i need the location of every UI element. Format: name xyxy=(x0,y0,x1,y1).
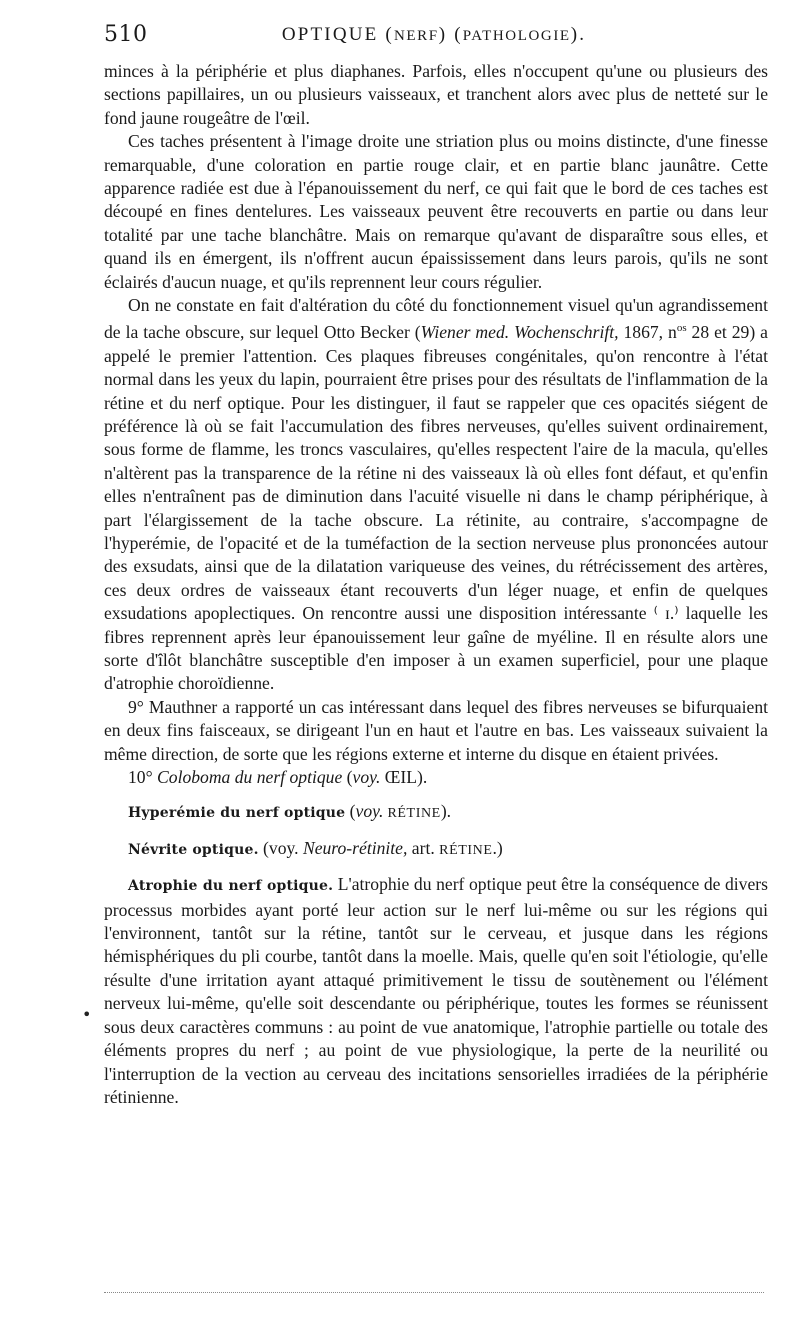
p5-voy: voy. xyxy=(352,767,381,788)
e2-text-a: (voy. xyxy=(258,837,303,858)
entry-nevrite-heading: Névrite optique. xyxy=(128,841,259,858)
p3-reference: Wiener med. Wochenschrift, xyxy=(420,322,619,343)
entry-atrophie-text: L'atrophie du nerf optique peut être la conséquence de divers processus morbides ayant porté leur action sur le nerf lui-même ou sur les régions qui l'environnent, tantôt sur la rétine, tantôt sur le cerveau, et jusque dans les régions hémisphériques du pli courbe, tantôt dans la moelle. Mais, quelle qu'en soit l'étiologie, qu'elle résulte d'une irritation ayant attaqué primitivement le tissu de soutènement ou l'élément nerveux lui-même, qu'elle soit descendante ou périphérique, toutes les formes se réunissent sous deux caractères communs : au point de vue anatomique, l'atrophie partielle ou totale des éléments propres du nerf ; au point de vue physiologique, la perte de la neurilité ou l'interruption de la vection au cerveau des incitations sensorielles irradiées de la périphérie rétinienne. xyxy=(104,874,768,1107)
title-main: OPTIQUE ( xyxy=(281,24,394,45)
p5-number: 10° xyxy=(128,767,158,788)
e2-text-b: art. xyxy=(407,837,440,858)
title-end: ). xyxy=(570,24,587,45)
e2-ref: RÉTINE xyxy=(439,842,493,858)
p3-superscript: os xyxy=(676,322,687,335)
e2-italic: Neuro-rétinite, xyxy=(302,837,408,858)
running-title xyxy=(104,24,764,46)
p5-paren: ( xyxy=(342,767,353,788)
title-pathologie: PATHOLOGIE xyxy=(462,28,571,44)
entry-atrophie xyxy=(104,873,768,1109)
p5-end: ŒIL). xyxy=(380,767,428,788)
entry-hyperemie xyxy=(104,800,768,825)
body-text xyxy=(104,60,768,1109)
paragraph-alteration xyxy=(104,294,768,696)
p3-text-a: On ne constate en fait d'altération du côté du fonctionnement visuel qu'un agrandissement de la tache obscure, sur lequel Otto Becker ( xyxy=(104,295,768,343)
e1-voy: voy. xyxy=(355,801,384,822)
title-mid: ) ( xyxy=(438,24,463,45)
paragraph-mauthner: 9° Mauthner a rapporté un cas intéressant dans lequel des fibres nerveuses se bifurquaient en deux fins faisceaux, se dirigeant l'un en haut et l'autre en bas. Les vaisseaux suivaient la même direction, de sorte que les régions externe et interne du disque en étaient privées. xyxy=(104,696,768,764)
margin-mark: • xyxy=(82,1005,92,1024)
e1-paren: ( xyxy=(345,801,356,822)
p3-text-c: 28 et 29) a appelé le premier l'attention. Ces plaques fibreuses congénitales, qu'on rencontre à l'état normal dans les yeux du lapin, pourraient être prises pour des résultats de l'inflammation de la rétine et du nerf optique. Pour les distinguer, il faut se rappeler que ces opacités siégent de préférence là où se fait l'accumulation des fibres nerveuses, qu'elles suivent ordinairement, sous forme de flamme, les troncs vasculaires, qu'elles respectent l'aire de la macula, qu'elles n'altèrent pas la transparence de la rétine ni des vaisseaux là où elles font défaut, et qu'enfin elles n'entraînent pas de diminution dans l'acuité visuelle ni dans le champ périphérique, à part l'élargissement de la tache obscure. La rétinite, au contraire, s'accompagne de l'hyperémie, de l'opacité et de la tuméfaction de la section nerveuse plus prononcées autour des exsudats, ainsi que de la dilatation variqueuse des veines, du rétrécissement des artères, ces deux ordres de vaisseaux étant recouverts d'un léger nuage, et enfin de quelques exsudations apoplectiques. On rencontre aussi une disposition intéressante ⁽ ɪ.⁾ laquelle les fibres reprennent après leur épanouissement leur gaîne de myéline. Il en résulte alors une sorte d'îlôt blanchâtre susceptible d'en imposer à un examen superficiel, pour une plaque d'atrophie choroïdienne. xyxy=(104,322,768,694)
entry-hyperemie-heading: Hyperémie du nerf optique xyxy=(128,805,346,822)
paragraph-taches: Ces taches présentent à l'image droite une striation plus ou moins distincte, d'une finesse remarquable, d'une coloration en partie rouge clair, et en partie blanc jaunâtre. Cette apparence radiée est due à l'épanouissement du nerf, ce qui fait que le bord de ces taches est découpé en fines dentelures. Les vaisseaux peuvent être recouverts en partie ou dans leur totalité par une tache blanchâtre. Mais on remarque qu'avant de disparaître sous elles, et quand ils en émergent, ils n'offrent aucun épaississement dans leurs parois, qu'ils ne sont éclairés d'aucun nuage, et qu'ils reprennent leur cours régulier. xyxy=(104,131,768,292)
page-number: 510 xyxy=(104,22,148,47)
paragraph-coloboma xyxy=(104,766,768,789)
e2-end: .) xyxy=(492,837,503,858)
entry-atrophie-heading: Atrophie du nerf optique. xyxy=(128,878,334,895)
e1-ref: RÉTINE xyxy=(383,806,441,822)
p5-title: Coloboma du nerf optique xyxy=(157,767,343,788)
page-header xyxy=(104,22,764,52)
paragraph-continuation: minces à la périphérie et plus diaphanes. Parfois, elles n'occupent qu'une ou plusieurs des sections papillaires, un ou plusieurs vaisseaux, et tranchent alors avec plus de netteté sur le fond jaune rougeâtre de l'œil. xyxy=(104,61,768,128)
entry-nevrite xyxy=(104,837,768,862)
p3-text-b: 1867, n xyxy=(618,322,677,343)
footer-dotted-rule xyxy=(104,1292,764,1293)
title-nerf: NERF xyxy=(393,28,439,44)
e1-end: ). xyxy=(440,801,452,822)
